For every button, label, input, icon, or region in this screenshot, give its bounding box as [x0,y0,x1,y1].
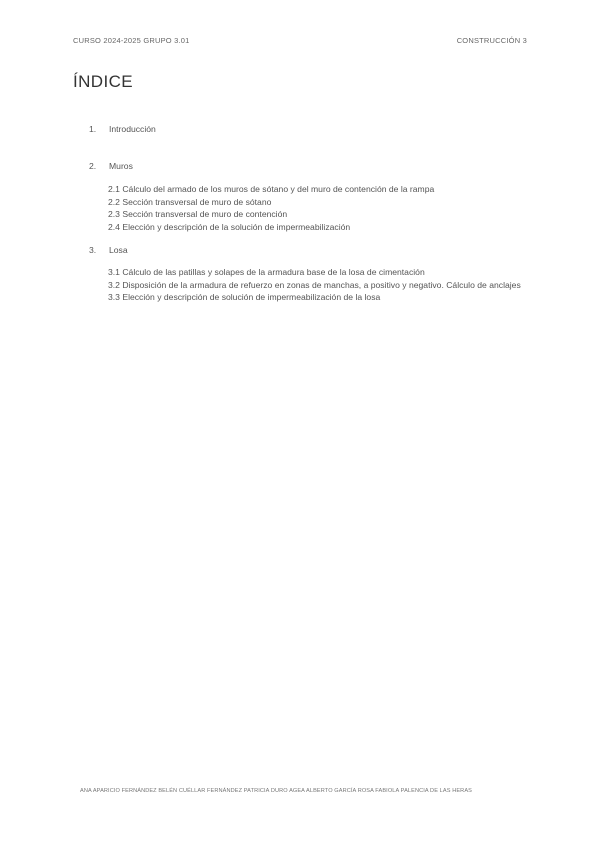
course-group-label: CURSO 2024-2025 GRUPO 3.01 [73,36,190,45]
toc-subsections-muros [108,183,529,233]
toc-section-muros [89,161,529,173]
toc-section-introduccion [89,124,529,136]
page-header [73,36,527,48]
page-title: ÍNDICE [73,72,134,91]
toc-section-number: 2. [89,161,97,171]
toc-section-number: 3. [89,245,97,255]
toc-section-label: Introducción [109,124,156,134]
toc-section-number: 1. [89,124,97,134]
toc-section-label: Muros [109,161,133,171]
toc-subsection: 3.2 Disposición de la armadura de refuerzo en zonas de manchas, a positivo y negativo. Cálculo de anclajes [108,279,521,290]
toc-subsection: 2.4 Elección y descripción de la solución de impermeabilización [108,221,351,232]
toc-section-label: Losa [109,245,128,255]
table-of-contents [89,124,529,304]
toc-subsection: 3.3 Elección y descripción de solución de impermeabilización de la losa [108,292,381,302]
toc-subsection: 3.1 Cálculo de las patillas y solapes de la armadura base de la losa de cimentación [108,267,425,277]
toc-subsection: 2.2 Sección transversal de muro de sótano [108,196,272,207]
subject-label: CONSTRUCCIÓN 3 [456,36,527,45]
toc-subsections-losa [108,266,529,304]
page-footer-authors: ANA APARICIO FERNÁNDEZ BELÉN CUÉLLAR FERNÁNDEZ PATRICIA DURO AGEA ALBERTO GARCÍA ROSA FABIOLA PALENCIA DE LAS HERAS [80,788,472,794]
toc-subsection: 2.1 Cálculo del armado de los muros de sótano y del muro de contención de la rampa [108,184,435,194]
toc-section-losa [89,245,529,257]
toc-subsection: 2.3 Sección transversal de muro de contención [108,209,288,219]
